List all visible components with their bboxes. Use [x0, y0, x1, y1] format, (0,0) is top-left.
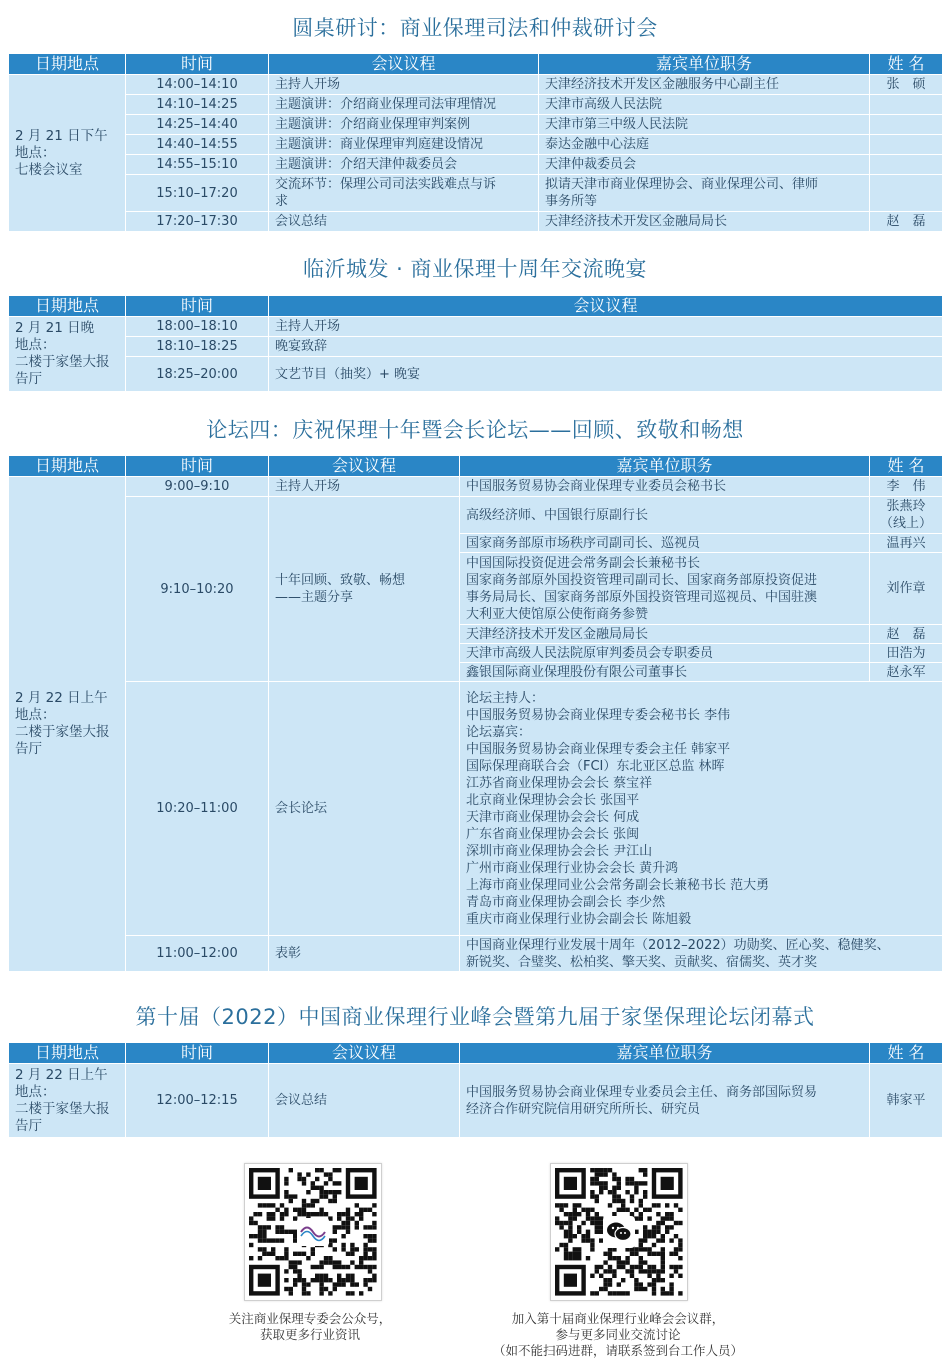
table-row: [9, 155, 943, 175]
name-cell: 李 伟: [870, 477, 943, 497]
table-row: [9, 212, 943, 232]
name-cell: 刘作章: [870, 553, 943, 625]
section-title-closing: 第十届（2022）中国商业保理行业峰会暨第九届于家堡保理论坛闭幕式: [135, 1005, 815, 1029]
header-time: 时间: [126, 456, 269, 477]
date-place-cell: 2 月 22 日上午 地点： 二楼于家堡大报 告厅: [9, 477, 126, 972]
table-row: [9, 477, 943, 497]
guest-cell: 天津经济技术开发区金融局局长: [460, 625, 870, 644]
guest-cell: 天津经济技术开发区金融局局长: [539, 212, 870, 232]
time-cell: 12:00–12:15: [126, 1064, 269, 1138]
table-header-row: [9, 456, 943, 477]
qr-code-wechat-group[interactable]: [550, 1163, 688, 1301]
agenda-cell: 晚宴致辞: [269, 337, 943, 357]
time-cell: 14:10–14:25: [126, 95, 269, 115]
header-place: 日期地点: [9, 456, 126, 477]
guest-cell: 天津市第三中级人民法院: [539, 115, 870, 135]
time-cell: 9:00–9:10: [126, 477, 269, 497]
table-row: [9, 337, 943, 357]
time-cell: 15:10–17:20: [126, 175, 269, 212]
qr-caption-official-account: 关注商业保理专委会公众号， 获取更多行业资讯: [228, 1311, 392, 1342]
table-row: [9, 682, 943, 936]
header-agenda: 会议议程: [269, 296, 943, 317]
qr-caption-wechat-group: 加入第十届商业保理行业峰会会议群， 参与更多同业交流讨论 （如不能扫码进群，请联系签到台工作人员）: [492, 1311, 743, 1358]
guest-cell: 天津经济技术开发区金融服务中心副主任: [539, 75, 870, 95]
time-cell: 17:20–17:30: [126, 212, 269, 232]
agenda-cell: 主题演讲：商业保理审判庭建设情况: [269, 135, 539, 155]
guest-cell: 天津仲裁委员会: [539, 155, 870, 175]
table-header-row: [9, 54, 943, 75]
agenda-cell: 主持人开场: [269, 317, 943, 337]
schedule-table-dinner: [8, 295, 943, 392]
table-row: [9, 1064, 943, 1138]
agenda-cell: 会议总结: [269, 1064, 460, 1138]
guest-cell: 高级经济师、中国银行原副行长: [460, 497, 870, 534]
header-time: 时间: [126, 1043, 269, 1064]
agenda-cell: 表彰: [269, 936, 460, 972]
schedule-table-forum-four: [8, 455, 943, 972]
name-cell: 赵永军: [870, 663, 943, 682]
table-row: [9, 936, 943, 972]
table-row: [9, 95, 943, 115]
table-row: [9, 357, 943, 392]
header-name: 姓 名: [870, 456, 943, 477]
table-header-row: [9, 1043, 943, 1064]
time-cell: 18:25–20:00: [126, 357, 269, 392]
table-row: [9, 135, 943, 155]
table-row: [9, 175, 943, 212]
date-place-cell: 2 月 21 日晚 地点： 二楼于家堡大报 告厅: [9, 317, 126, 392]
time-cell: 9:10–10:20: [126, 497, 269, 682]
guest-cell: 拟请天津市商业保理协会、商业保理公司、律师 事务所等: [539, 175, 870, 212]
section-title-forum-four: 论坛四：庆祝保理十年暨会长论坛——回顾、致敬和畅想: [206, 418, 744, 442]
guest-cell: 中国商业保理行业发展十周年（2012–2022）功勋奖、匠心奖、稳健奖、 新锐奖、合璧奖、松柏奖、擎天奖、贡献奖、宿儒奖、英才奖: [460, 936, 943, 972]
table-row: [9, 75, 943, 95]
table-header-row: [9, 296, 943, 317]
name-cell: [870, 175, 943, 212]
name-cell: 赵 磊: [870, 212, 943, 232]
table-row: [9, 317, 943, 337]
header-guest: 嘉宾单位职务: [460, 1043, 870, 1064]
name-cell: 韩家平: [870, 1064, 943, 1138]
agenda-cell: 十年回顾、致敬、畅想 ——主题分享: [269, 497, 460, 682]
header-guest: 嘉宾单位职务: [539, 54, 870, 75]
schedule-table-closing: [8, 1042, 943, 1138]
date-place-cell: 2 月 21 日下午 地点： 七楼会议室: [9, 75, 126, 232]
header-agenda: 会议议程: [269, 54, 539, 75]
date-place-cell: 2 月 22 日上午 地点： 二楼于家堡大报 告厅: [9, 1064, 126, 1138]
name-cell: 田浩为: [870, 644, 943, 663]
agenda-cell: 文艺节目（抽奖）+ 晚宴: [269, 357, 943, 392]
agenda-cell: 主题演讲：介绍天津仲裁委员会: [269, 155, 539, 175]
table-row: [9, 115, 943, 135]
header-agenda: 会议议程: [269, 1043, 460, 1064]
name-cell: 赵 磊: [870, 625, 943, 644]
time-cell: 18:00–18:10: [126, 317, 269, 337]
agenda-cell: 主题演讲：介绍商业保理审判案例: [269, 115, 539, 135]
guest-cell: 中国国际投资促进会常务副会长兼秘书长 国家商务部原外国投资管理司副司长、国家商务部原投资促进 事务局局长、国家商务部原外国投资管理司巡视员、中国驻澳 大利亚大使馆原公使衔商务参赞: [460, 553, 870, 625]
header-place: 日期地点: [9, 1043, 126, 1064]
agenda-cell: 主持人开场: [269, 75, 539, 95]
header-time: 时间: [126, 54, 269, 75]
agenda-cell: 交流环节：保理公司司法实践难点与诉 求: [269, 175, 539, 212]
agenda-cell: 会议总结: [269, 212, 539, 232]
time-cell: 18:10–18:25: [126, 337, 269, 357]
header-agenda: 会议议程: [269, 456, 460, 477]
header-place: 日期地点: [9, 296, 126, 317]
section-title-dinner: 临沂城发 · 商业保理十周年交流晚宴: [302, 257, 648, 281]
header-time: 时间: [126, 296, 269, 317]
header-name: 姓 名: [870, 1043, 943, 1064]
qr-code-official-account[interactable]: [244, 1163, 382, 1301]
header-guest: 嘉宾单位职务: [460, 456, 870, 477]
name-cell: [870, 135, 943, 155]
name-cell: 温再兴: [870, 534, 943, 553]
header-place: 日期地点: [9, 54, 126, 75]
name-cell: [870, 115, 943, 135]
name-cell: 张燕玲 （线上）: [870, 497, 943, 534]
guest-cell: 天津市高级人民法院: [539, 95, 870, 115]
name-cell: [870, 95, 943, 115]
agenda-cell: 会长论坛: [269, 682, 460, 936]
table-row: [9, 497, 943, 534]
time-cell: 14:40–14:55: [126, 135, 269, 155]
guest-cell: 鑫银国际商业保理股份有限公司董事长: [460, 663, 870, 682]
agenda-cell: 主持人开场: [269, 477, 460, 497]
time-cell: 14:25–14:40: [126, 115, 269, 135]
guest-cell: 国家商务部原市场秩序司副司长、巡视员: [460, 534, 870, 553]
cfec-logo-icon: [297, 1218, 329, 1246]
guest-cell: 天津市高级人民法院原审判委员会专职委员: [460, 644, 870, 663]
guest-cell: 泰达金融中心法庭: [539, 135, 870, 155]
wechat-icon: [603, 1216, 635, 1248]
guest-cell: 中国服务贸易协会商业保理专业委员会主任、商务部国际贸易 经济合作研究院信用研究所所长、研究员: [460, 1064, 870, 1138]
section-title-roundtable: 圆桌研讨：商业保理司法和仲裁研讨会: [292, 16, 658, 40]
header-name: 姓 名: [870, 54, 943, 75]
guest-cell: 论坛主持人： 中国服务贸易协会商业保理专委会秘书长 李伟 论坛嘉宾： 中国服务贸易协会商业保理专委会主任 韩家平 国际保理商联合会（FCI）东北亚区总监 林晖 江苏省商业保理协会会长 蔡宝祥 北京商业保理协会会长 张国平 天津市商业保理协会会长 何成 广东省商业保理协会会长 张闽 深圳市商业保理协会会长 尹江山 广州市商业保理行业协会会长 黄升鸿 上海市商业保理同业公会常务副会长兼秘书长 范大勇 青岛市商业保理协会副会长 李少然 重庆市商业保理行业协会副会长 陈旭毅: [460, 682, 943, 936]
time-cell: 10:20–11:00: [126, 682, 269, 936]
time-cell: 14:55–15:10: [126, 155, 269, 175]
name-cell: [870, 155, 943, 175]
agenda-cell: 主题演讲：介绍商业保理司法审理情况: [269, 95, 539, 115]
schedule-table-roundtable: [8, 53, 943, 232]
guest-cell: 中国服务贸易协会商业保理专业委员会秘书长: [460, 477, 870, 497]
time-cell: 11:00–12:00: [126, 936, 269, 972]
time-cell: 14:00–14:10: [126, 75, 269, 95]
name-cell: 张 硕: [870, 75, 943, 95]
